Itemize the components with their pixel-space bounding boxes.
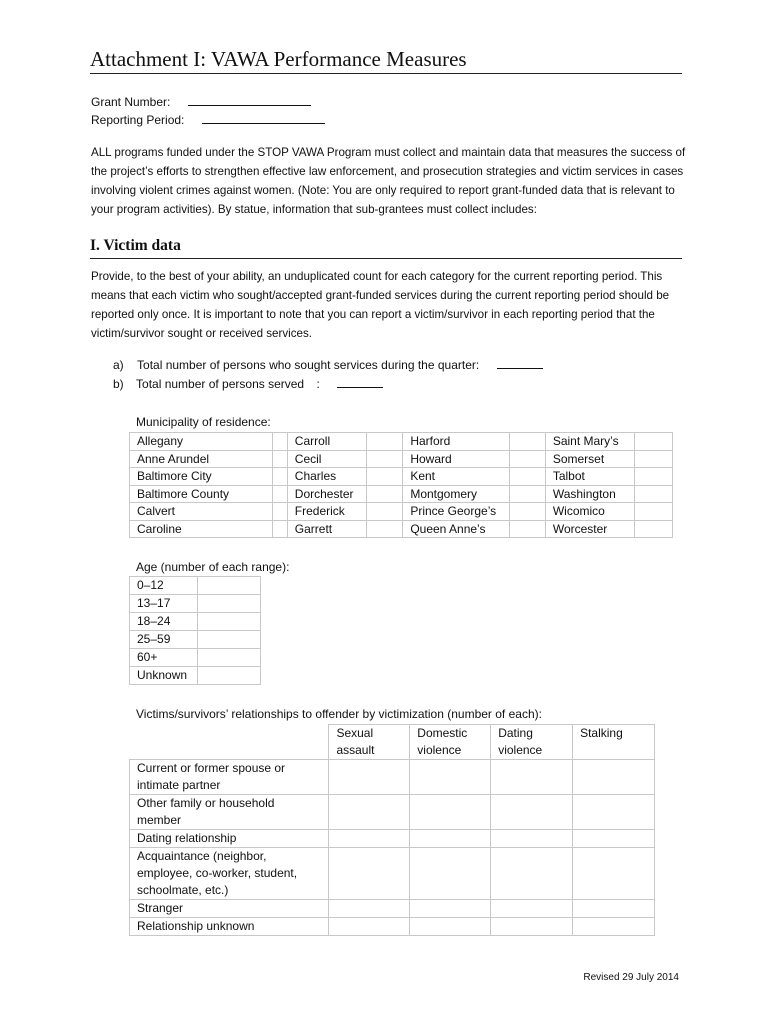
municipality-name: Washington — [545, 485, 634, 503]
section-intro-paragraph: Provide, to the best of your ability, an unduplicated count for each category for the current reporting period. This means that each victim who sought/accepted grant-funded services during the current reporting period should be reported only once. It is important to note that you can report a victim/survivor in each reporting period that the victim/survivor sought or received services. — [91, 270, 670, 340]
municipality-row — [130, 450, 673, 468]
relationship-row — [130, 900, 655, 918]
relationship-count-cell[interactable] — [573, 795, 655, 830]
relationship-count-cell[interactable] — [410, 900, 491, 918]
relationship-count-cell[interactable] — [491, 918, 573, 936]
municipality-name: Prince George’s — [403, 503, 510, 521]
relationship-table — [129, 724, 655, 936]
relationship-count-cell[interactable] — [491, 830, 573, 848]
relationship-count-cell[interactable] — [573, 918, 655, 936]
municipality-row — [130, 485, 673, 503]
municipality-count-cell[interactable] — [509, 485, 545, 503]
age-range-label: 13–17 — [130, 595, 198, 613]
municipality-name: Saint Mary’s — [545, 433, 634, 451]
municipality-count-cell[interactable] — [272, 503, 287, 521]
relationship-count-cell[interactable] — [573, 848, 655, 900]
municipality-count-cell[interactable] — [635, 485, 673, 503]
relationship-row — [130, 918, 655, 936]
relationship-count-cell[interactable] — [573, 760, 655, 795]
age-count-cell[interactable] — [197, 667, 260, 685]
relationship-count-cell[interactable] — [329, 830, 410, 848]
relationship-row-label: Other family or household member — [130, 795, 329, 830]
municipality-name: Baltimore County — [130, 485, 273, 503]
item-a-marker: a) — [113, 358, 124, 372]
relationship-count-cell[interactable] — [491, 848, 573, 900]
relationship-column-header: Dating violence — [491, 725, 573, 760]
municipality-count-cell[interactable] — [509, 520, 545, 538]
relationship-column-header: Sexual assault — [329, 725, 410, 760]
municipality-name: Dorchester — [287, 485, 366, 503]
relationship-header-row — [130, 725, 655, 760]
municipality-name: Garrett — [287, 520, 366, 538]
relationship-count-cell[interactable] — [329, 795, 410, 830]
relationship-row-label: Relationship unknown — [130, 918, 329, 936]
municipality-name: Caroline — [130, 520, 273, 538]
municipality-count-cell[interactable] — [366, 433, 403, 451]
relationship-count-cell[interactable] — [491, 760, 573, 795]
age-label: Age (number of each range): — [136, 560, 290, 574]
age-count-cell[interactable] — [197, 613, 260, 631]
relationship-label: Victims/survivors’ relationships to offender by victimization (number of each): — [136, 707, 542, 721]
municipality-name: Montgomery — [403, 485, 510, 503]
municipality-name: Queen Anne’s — [403, 520, 510, 538]
reporting-period-row — [91, 111, 325, 129]
item-a — [113, 356, 543, 374]
age-range-label: 25–59 — [130, 631, 198, 649]
age-count-cell[interactable] — [197, 595, 260, 613]
reporting-period-label: Reporting Period: — [91, 113, 185, 127]
page-title: Attachment I: VAWA Performance Measures — [90, 47, 682, 74]
relationship-column-header: Stalking — [573, 725, 655, 760]
intro-paragraph: ALL programs funded under the STOP VAWA Program must collect and maintain data that measures the success of the project’s efforts to strengthen effective law enforcement, and prosecution strategies and victim services in cases involving violent crimes against women. (Note: You are only required to report grant-funded data that is relevant to your program activities). By statue, information that sub-grantees must collect includes: — [91, 146, 686, 216]
municipality-row — [130, 433, 673, 451]
municipality-name: Wicomico — [545, 503, 634, 521]
relationship-row-label: Stranger — [130, 900, 329, 918]
age-row — [130, 577, 261, 595]
relationship-count-cell[interactable] — [410, 830, 491, 848]
relationship-row — [130, 760, 655, 795]
municipality-row — [130, 520, 673, 538]
age-count-cell[interactable] — [197, 631, 260, 649]
age-count-cell[interactable] — [197, 649, 260, 667]
grant-number-field[interactable] — [188, 93, 311, 106]
relationship-row — [130, 795, 655, 830]
age-row — [130, 595, 261, 613]
municipality-label: Municipality of residence: — [136, 415, 271, 429]
municipality-name: Calvert — [130, 503, 273, 521]
municipality-count-cell[interactable] — [509, 468, 545, 486]
municipality-count-cell[interactable] — [635, 468, 673, 486]
municipality-count-cell[interactable] — [366, 468, 403, 486]
relationship-count-cell[interactable] — [410, 848, 491, 900]
municipality-count-cell[interactable] — [635, 450, 673, 468]
relationship-row — [130, 830, 655, 848]
item-b — [113, 375, 383, 393]
relationship-count-cell[interactable] — [329, 918, 410, 936]
municipality-count-cell[interactable] — [509, 433, 545, 451]
municipality-name: Worcester — [545, 520, 634, 538]
relationship-count-cell[interactable] — [329, 900, 410, 918]
municipality-count-cell[interactable] — [272, 433, 287, 451]
relationship-count-cell[interactable] — [329, 760, 410, 795]
municipality-count-cell[interactable] — [366, 520, 403, 538]
relationship-count-cell[interactable] — [573, 900, 655, 918]
municipality-count-cell[interactable] — [272, 450, 287, 468]
municipality-name: Harford — [403, 433, 510, 451]
relationship-count-cell[interactable] — [410, 795, 491, 830]
relationship-row-label: Current or former spouse or intimate partner — [130, 760, 329, 795]
relationship-column-header: Domestic violence — [410, 725, 491, 760]
municipality-count-cell[interactable] — [635, 503, 673, 521]
municipality-count-cell[interactable] — [509, 450, 545, 468]
municipality-count-cell[interactable] — [272, 485, 287, 503]
municipality-name: Allegany — [130, 433, 273, 451]
municipality-count-cell[interactable] — [366, 450, 403, 468]
municipality-count-cell[interactable] — [635, 520, 673, 538]
municipality-name: Cecil — [287, 450, 366, 468]
item-b-colon: : — [316, 377, 320, 391]
grant-number-label: Grant Number: — [91, 95, 171, 109]
municipality-table — [129, 432, 673, 538]
age-row — [130, 613, 261, 631]
relationship-count-cell[interactable] — [491, 795, 573, 830]
age-range-label: 0–12 — [130, 577, 198, 595]
age-row — [130, 667, 261, 685]
item-a-text: Total number of persons who sought services during the quarter: — [137, 358, 480, 372]
sought-services-field[interactable] — [497, 356, 543, 369]
item-b-marker: b) — [113, 377, 124, 391]
municipality-count-cell[interactable] — [509, 503, 545, 521]
grant-number-row — [91, 93, 311, 111]
age-table — [129, 576, 261, 685]
age-range-label: Unknown — [130, 667, 198, 685]
municipality-row — [130, 468, 673, 486]
municipality-count-cell[interactable] — [366, 503, 403, 521]
municipality-name: Howard — [403, 450, 510, 468]
relationship-count-cell[interactable] — [410, 918, 491, 936]
item-b-text: Total number of persons served — [136, 377, 305, 391]
age-range-label: 18–24 — [130, 613, 198, 631]
municipality-name: Carroll — [287, 433, 366, 451]
age-range-label: 60+ — [130, 649, 198, 667]
municipality-row — [130, 503, 673, 521]
relationship-row-label: Dating relationship — [130, 830, 329, 848]
section-heading: I. Victim data — [90, 236, 682, 259]
municipality-name: Baltimore City — [130, 468, 273, 486]
age-row — [130, 649, 261, 667]
revision-footer: Revised 29 July 2014 — [583, 972, 679, 983]
relationship-row — [130, 848, 655, 900]
municipality-name: Kent — [403, 468, 510, 486]
header-blank-cell — [130, 725, 329, 760]
municipality-count-cell[interactable] — [272, 468, 287, 486]
municipality-name: Frederick — [287, 503, 366, 521]
municipality-name: Talbot — [545, 468, 634, 486]
relationship-row-label: Acquaintance (neighbor, employee, co-worker, student, schoolmate, etc.) — [130, 848, 329, 900]
reporting-period-field[interactable] — [202, 111, 325, 124]
persons-served-field[interactable] — [337, 375, 383, 388]
municipality-count-cell[interactable] — [635, 433, 673, 451]
age-row — [130, 631, 261, 649]
relationship-count-cell[interactable] — [491, 900, 573, 918]
relationship-count-cell[interactable] — [329, 848, 410, 900]
municipality-name: Anne Arundel — [130, 450, 273, 468]
relationship-count-cell[interactable] — [573, 830, 655, 848]
municipality-count-cell[interactable] — [366, 485, 403, 503]
relationship-count-cell[interactable] — [410, 760, 491, 795]
municipality-name: Charles — [287, 468, 366, 486]
municipality-count-cell[interactable] — [272, 520, 287, 538]
age-count-cell[interactable] — [197, 577, 260, 595]
municipality-name: Somerset — [545, 450, 634, 468]
